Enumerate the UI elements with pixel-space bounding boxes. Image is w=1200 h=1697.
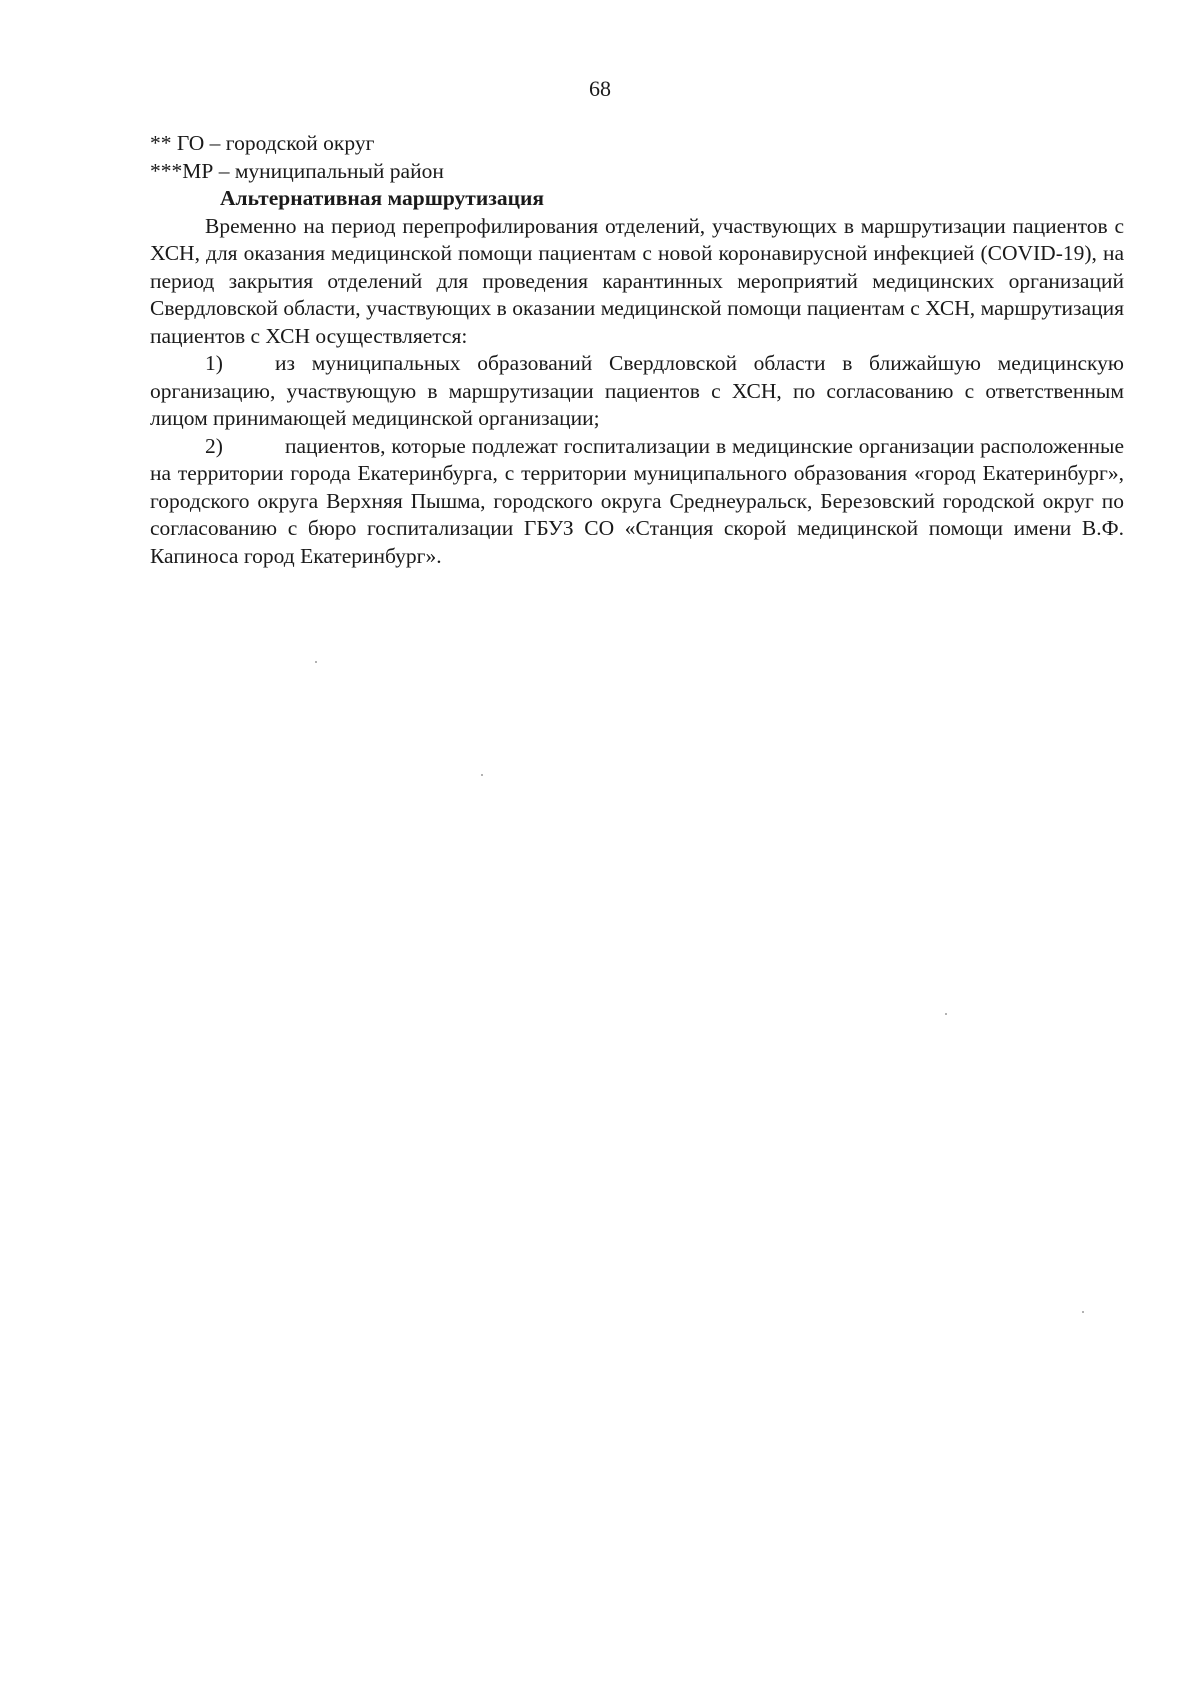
- scan-speck: [481, 774, 483, 776]
- page-number: 68: [589, 76, 611, 101]
- intro-paragraph: Временно на период перепрофилирования отделений, участвующих в маршрутизации пациентов с ХСН, для оказания медицинской помощи пациентам с новой коронавирусной инфекцией (COVID-19), на период закрытия отделений для проведения карантинных мероприятий медицинских организаций Свердловской области, участвующих в оказании медицинской помощи пациентам с ХСН, маршрутизация пациентов с ХСН осуществляется:: [150, 213, 1124, 348]
- list-marker-2: 2): [205, 433, 223, 458]
- list-item-1: [150, 350, 1124, 433]
- scan-speck: [945, 1013, 947, 1015]
- scan-speck: [1082, 1311, 1084, 1313]
- list-marker-1: 1): [205, 351, 223, 375]
- list-item-2: [150, 433, 1124, 571]
- document-body: [150, 130, 1124, 570]
- section-heading: Альтернативная маршрутизация: [220, 186, 545, 210]
- scan-speck: [315, 661, 317, 663]
- footnote-go: ** ГО – городской округ: [150, 131, 375, 155]
- list-text-2: пациентов, которые подлежат госпитализации в медицинские организации расположенные на территории города Екатеринбурга, с территории муниципального образования «город Екатеринбург», городского округа Верхняя Пышма, городского округа Среднеуральск, Березовский городской округ по согласованию с бюро госпитализации ГБУЗ СО «Станция скорой медицинской помощи имени В.Ф. Капиноса город Екатеринбург».: [150, 433, 1124, 568]
- list-text-1: из муниципальных образований Свердловской области в ближайшую медицинскую организацию, участвующую в маршрутизации пациентов с ХСН, по согласованию с ответственным лицом принимающей медицинской организации;: [150, 351, 1124, 430]
- footnote-mr: ***МР – муниципальный район: [150, 158, 444, 183]
